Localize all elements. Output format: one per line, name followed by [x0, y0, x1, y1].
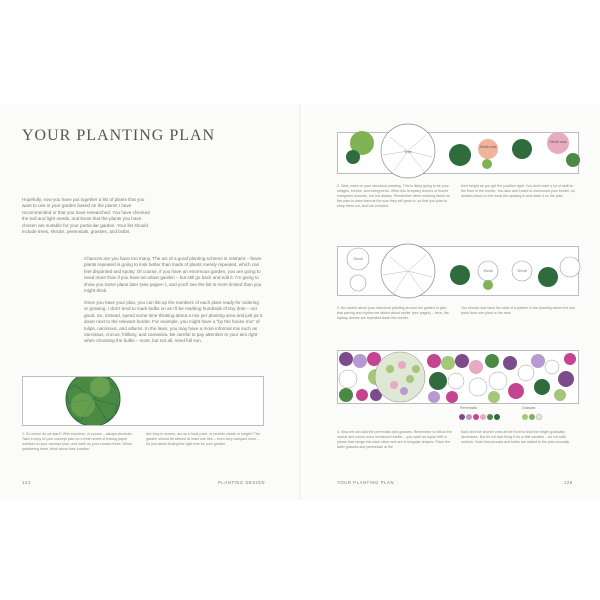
- shrub-label-3: Shrub: [517, 269, 527, 273]
- folio-left: 124: [22, 480, 31, 485]
- legend-perennials-label: Perennials: [460, 406, 477, 410]
- caption-3a: 3. Be careful about your structural planting around the garden to give that pacing and rhythm we talked about earlier (see pages) – here, the topiary domes are repeated down the border.: [337, 306, 449, 320]
- caption-4a: 4. Now we can add the perennials and grasses. Remember to follow the repeat and colour rules mentioned earlier – you want an equal drift of plants that merge into each other and are in irregular shapes. Place the taller grasses and perennials at the: [337, 430, 452, 449]
- shrub-rose-label-2: Shrub rose: [549, 140, 567, 144]
- diagram-2-structural: [337, 132, 579, 174]
- diagram-1-trees: [22, 376, 264, 426]
- caption-4b: back and the shorter ones at the front so that the height gradually decreases. But it's not bad thing if it's a little variable – do not stick uniform. Note that annuals and bulbs are added to the plan annually.: [461, 430, 570, 444]
- caption-3b: You should now have the start of a pattern in the planting where the eye pairs from one plant to the next.: [461, 306, 576, 315]
- caption-2a: 2. Next, mark on your structural planting. This is likely going to be your hedges, shrubs, and evergreens. Often this is topiary domes or thumb evergreen mounds, but not always. Remember when marking these on the plan to draw them at the size they will grow to, so that you plan to keep them cut, and not crowded.: [337, 184, 450, 208]
- caption-1b: Are they to screen, act as a focal point, or provide shade or height? The garden should be without at least one tree – even very compact ones – it's just about finding the right tree for your garden.: [146, 432, 261, 446]
- shrub-rose-label: Shrub rose: [479, 145, 497, 149]
- running-head-right: YOUR PLANTING PLAN: [337, 480, 395, 485]
- page-title: YOUR PLANTING PLAN: [22, 127, 216, 144]
- folio-right: 125: [564, 480, 573, 485]
- book-gutter: [299, 104, 301, 500]
- tree-label: Tree: [403, 149, 413, 154]
- intro-paragraph: Hopefully, now you have put together a list of plants that you want to use in your garden based on the plants I have recommended or that you have researched. You have checked the soil and light needs, and know that the plants you have chosen are suitable for your particular garden. Your list should include trees, shrubs, perennials, grasses, and bulbs.: [22, 197, 150, 235]
- caption-1a: 1. So where do we start? With structure, of course – always structure. Take a copy of your concept plan on a fresh sheet of tracing paper overlaid on your concept plan, and mark on your chosen trees. When positioning trees, think about their function.: [22, 432, 133, 451]
- body-paragraph-2: Once you have your plan, you can list up the numbers of each plant ready for ordering or growing. I don't tend to mark bulbs on as I'll be marking hundreds of tiny dots – not good. So, instead, spend some time thinking about a mix per planting area and just jot it down next to the relevant border. For example, you might have a "by the house mix" of tulips, narcissus, and alliums. In the lawn, you may have a more informal mix such as narcissus, crocus, fritillary, and camassia. Be careful to pay attention to your aim right when choosing the bulbs – most, but not all, need full sun.: [84, 300, 263, 344]
- body-paragraph-1: Chances are you have too many. The act of a good planting scheme is restraint – fewer plants repeated is going to look better than loads of plants merely repeated, which can feel disjointed and spotty. Of course, if you have an enormous garden, you are going to need more than if you have an urban garden – but still go back and edit it. I'm going to show you some plans later (see pages–), and you'll see the list is more limited than you might think.: [84, 256, 262, 294]
- diagram-3-repeat: [337, 246, 579, 296]
- shrub-label-1: Shrub: [353, 257, 363, 261]
- legend-grasses-label: Grasses: [522, 406, 536, 410]
- legend-swatches: [458, 413, 570, 421]
- running-head-left: PLANTING DESIGN: [218, 480, 266, 485]
- diagram-4-perennials: [337, 350, 579, 404]
- shrub-label-2: Shrub: [483, 269, 493, 273]
- caption-2b: their height as you get the position right. You don't want a lot of stuff at the front of the border. You also don't want to overcrowd your border, so double-check on the what the spacing is and mark it on the plan.: [461, 184, 575, 198]
